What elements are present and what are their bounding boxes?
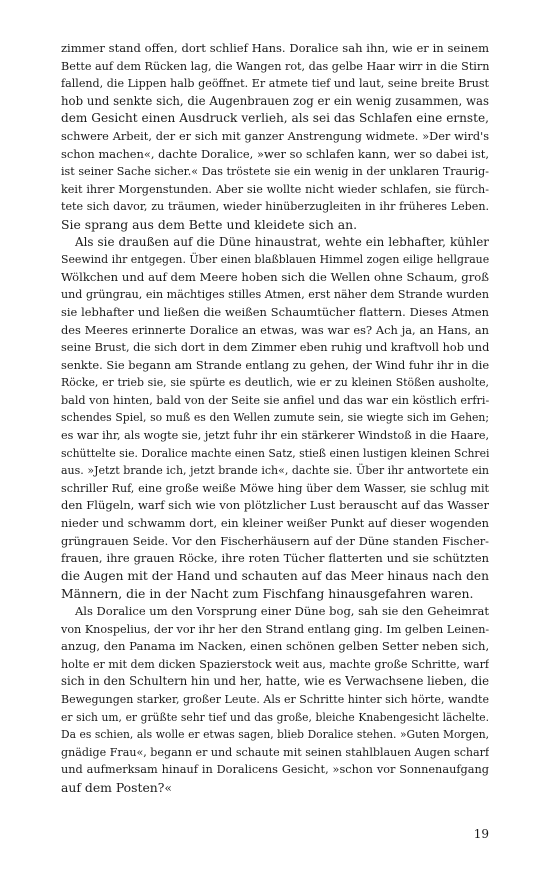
paragraph-start-line: Als Doralice um den Vorsprung einer Düne bog, sah sie den Geheimrat (75, 604, 489, 618)
text-line: schriller Ruf, eine große weiße Möwe hing über dem Wasser, sie schlug mit (61, 481, 489, 495)
text-line: fallend, die Lippen halb geöffnet. Er atmete tief und laut, seine breite Brust (61, 77, 489, 91)
text-line: er sich um, er grüßte sehr tief und das große, bleiche Knabengesicht lächelte. (61, 710, 489, 724)
paragraph-end-line: auf dem Posten?« (61, 779, 173, 795)
text-line: sie lebhafter und ließen die weißen Schaumtücher flattern. Dieses Atmen (61, 304, 489, 319)
text-line: frauen, ihre grauen Röcke, ihre roten Tücher flatterten und sie schützten (61, 551, 489, 566)
text-line: die Augen mit der Hand und schauten auf das Meer hinaus nach den (61, 568, 489, 583)
text-line: und aufmerksam hinauf in Doralicens Gesicht, »schon vor Sonnenaufgang (61, 763, 489, 777)
text-line: Seewind ihr entgegen. Über einen blaßblauen Himmel zogen eilige hellgraue (61, 253, 489, 267)
text-line: Wölkchen und auf dem Meere hoben sich die Wellen ohne Schaum, groß (61, 269, 489, 284)
text-line: holte er mit dem dicken Spazierstock weit aus, machte große Schritte, warf (61, 657, 489, 671)
paragraph-end-line: Sie sprang aus dem Bette und kleidete sich an. (61, 216, 358, 232)
text-line: schwere Arbeit, der er sich mit ganzer Anstrengung widmete. »Der wird's (61, 129, 489, 143)
text-line: Da es schien, als wolle er etwas sagen, blieb Doralice stehen. »Guten Morgen, (61, 728, 489, 742)
text-line: von Knospelius, der vor ihr her den Strand entlang ging. Im gelben Leinen- (61, 622, 489, 636)
text-line: ist seiner Sache sicher.« Das tröstete sie ein wenig in der unklaren Traurig- (61, 165, 489, 179)
text-line: senkte. Sie begann am Strande entlang zu gehen, der Wind fuhr ihr in die (61, 357, 489, 372)
text-line: Bette auf dem Rücken lag, die Wangen rot, das gelbe Haar wirr in die Stirn (61, 59, 489, 73)
text-line: bald von hinten, bald von der Seite sie anfiel und das war ein köstlich erfri- (61, 393, 489, 407)
text-line: schüttelte sie. Doralice machte einen Satz, stieß einen lustigen kleinen Schrei (61, 446, 489, 460)
text-line: schendes Spiel, so muß es den Wellen zumute sein, sie wiegte sich im Gehen; (61, 411, 489, 425)
text-line: tete sich davor, zu träumen, wieder hinüberzugleiten in ihr früheres Leben. (61, 200, 489, 214)
text-line: aus. »Jetzt brande ich, jetzt brande ich«, dachte sie. Über ihr antwortete ein (61, 464, 489, 478)
text-line: schon machen«, dachte Doralice, »wer so schlafen kann, wer so dabei ist, (61, 146, 489, 161)
text-line: den Flügeln, warf sich wie von plötzlicher Lust berauscht auf das Wasser (61, 498, 489, 513)
text-line: grüngrauen Seide. Vor den Fischerhäusern auf der Düne standen Fischer- (61, 534, 489, 548)
text-line: zimmer stand offen, dort schlief Hans. Doralice sah ihn, wie er in seinem (61, 41, 489, 55)
text-line: seine Brust, die sich dort in dem Zimmer eben ruhig und kraftvoll hob und (61, 341, 489, 355)
text-line: Bewegungen starker, großer Leute. Als er Schritte hinter sich hörte, wandte (61, 692, 489, 706)
body-text (61, 40, 489, 797)
page-number: 19 (473, 827, 489, 841)
text-line: keit ihrer Morgenstunden. Aber sie wollte nicht wieder schlafen, sie fürch- (61, 182, 489, 196)
text-line: Röcke, er trieb sie, sie spürte es deutlich, wie er zu kleinen Stößen ausholte, (61, 376, 489, 390)
text-line: dem Gesicht einen Ausdruck verlieh, als sei das Schlafen eine ernste, (61, 111, 489, 126)
paragraph-start-line: Als sie draußen auf die Düne hinaustrat, wehte ein lebhafter, kühler (75, 234, 489, 249)
text-line: anzug, den Panama im Nacken, einen schönen gelben Setter neben sich, (61, 639, 489, 654)
text-line: es war ihr, als wogte sie, jetzt fuhr ihr ein stärkerer Windstoß in die Haare, (61, 429, 489, 443)
text-line: gnädige Frau«, begann er und schaute mit seinen stahlblauen Augen scharf (61, 745, 489, 759)
text-line: sich in den Schultern hin und her, hatte, wie es Verwachsene lieben, die (61, 674, 489, 689)
paragraph-end-line: Männern, die in der Nacht zum Fischfang hinausgefahren waren. (61, 586, 474, 602)
text-line: hob und senkte sich, die Augenbrauen zog er ein wenig zusammen, was (61, 93, 489, 108)
text-line: des Meeres erinnerte Doralice an etwas, was war es? Ach ja, an Hans, an (61, 322, 489, 337)
text-line: nieder und schwamm dort, ein kleiner weißer Punkt auf dieser wogenden (61, 516, 489, 531)
text-line: und grüngrau, ein mächtiges stilles Atmen, erst näher dem Strande wurden (61, 288, 489, 302)
